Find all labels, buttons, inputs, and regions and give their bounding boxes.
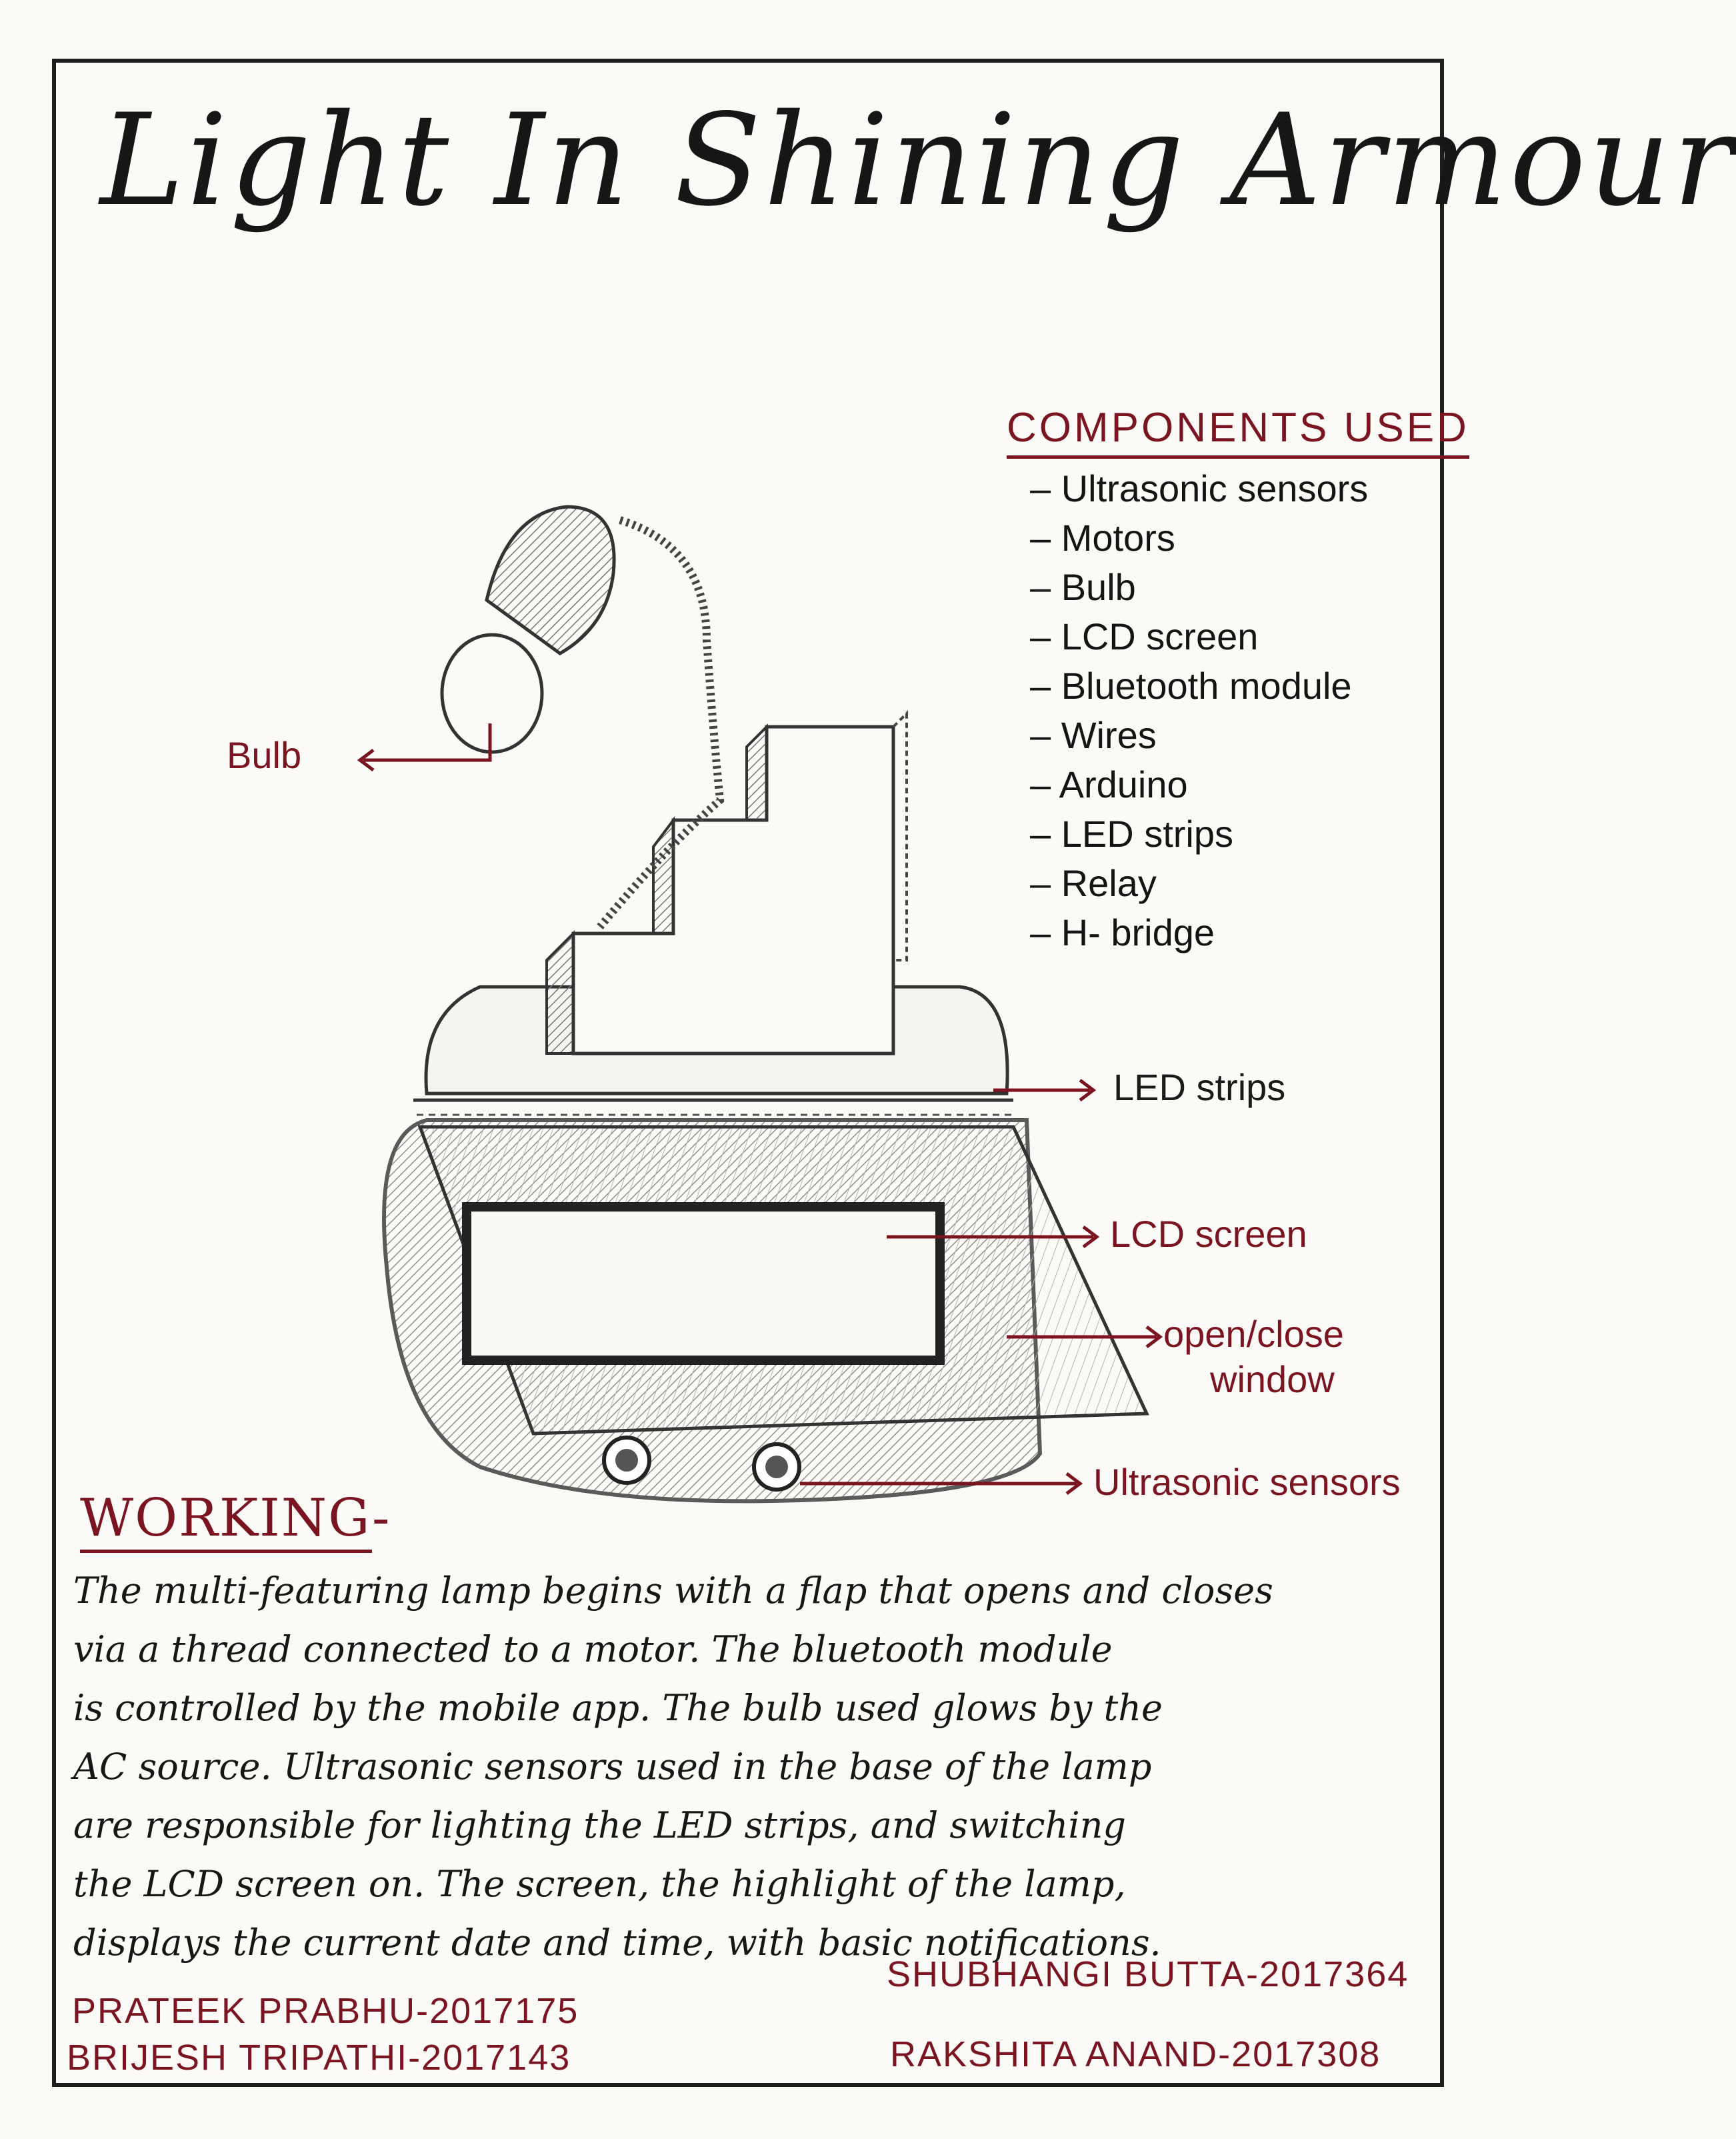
ultrasonic-label: Ultrasonic sensors (1093, 1461, 1401, 1503)
component-item: – Ultrasonic sensors (1030, 467, 1369, 509)
page-title: Light In Shining Armour (100, 87, 1736, 234)
author-right-2: RAKSHITA ANAND-2017308 (890, 2034, 1381, 2074)
author-right-1: SHUBHANGI BUTTA-2017364 (887, 1954, 1409, 1994)
working-dash: - (371, 1488, 391, 1548)
component-item: – Motors (1030, 517, 1175, 559)
components-list (1030, 467, 1368, 960)
author-left-2: BRIJESH TRIPATHI-2017143 (67, 2038, 571, 2078)
working-line: The multi-featuring lamp begins with a flap that opens and closes (73, 1570, 1273, 1612)
working-line: AC source. Ultrasonic sensors used in the base of the lamp (73, 1746, 1152, 1788)
component-item: – Wires (1030, 714, 1157, 756)
working-title: WORKING (80, 1488, 372, 1553)
lamp-tower (573, 727, 893, 1053)
bulb-label: Bulb (227, 734, 302, 776)
lamp-head (487, 507, 614, 653)
working-line: are responsible for lighting the LED strips, and switching (73, 1804, 1126, 1846)
window-label: window (1210, 1358, 1335, 1400)
component-item: – H- bridge (1030, 911, 1215, 953)
component-item: – Bulb (1030, 566, 1136, 608)
working-heading (80, 1488, 391, 1548)
lcd-screen (467, 1207, 940, 1360)
component-item: – LED strips (1030, 813, 1233, 855)
open-close-label: open/close (1163, 1313, 1344, 1355)
working-paragraph (73, 1562, 1440, 1972)
working-line: via a thread connected to a motor. The bluetooth module (73, 1628, 1113, 1670)
lcd-screen-label: LCD screen (1110, 1213, 1307, 1255)
components-heading: COMPONENTS USED (1007, 404, 1469, 459)
component-item: – LCD screen (1030, 615, 1259, 657)
working-line: displays the current date and time, with basic notifications. (73, 1922, 1161, 1964)
component-item: – Arduino (1030, 763, 1188, 805)
component-item: – Bluetooth module (1030, 665, 1352, 707)
component-item: – Relay (1030, 862, 1157, 904)
author-left-1: PRATEEK PRABHU-2017175 (72, 1991, 579, 2031)
led-strips-label: LED strips (1113, 1066, 1286, 1108)
working-line: the LCD screen on. The screen, the highlight of the lamp, (73, 1863, 1126, 1905)
working-line: is controlled by the mobile app. The bulb used glows by the (73, 1687, 1163, 1729)
bulb-drawing (442, 635, 542, 752)
